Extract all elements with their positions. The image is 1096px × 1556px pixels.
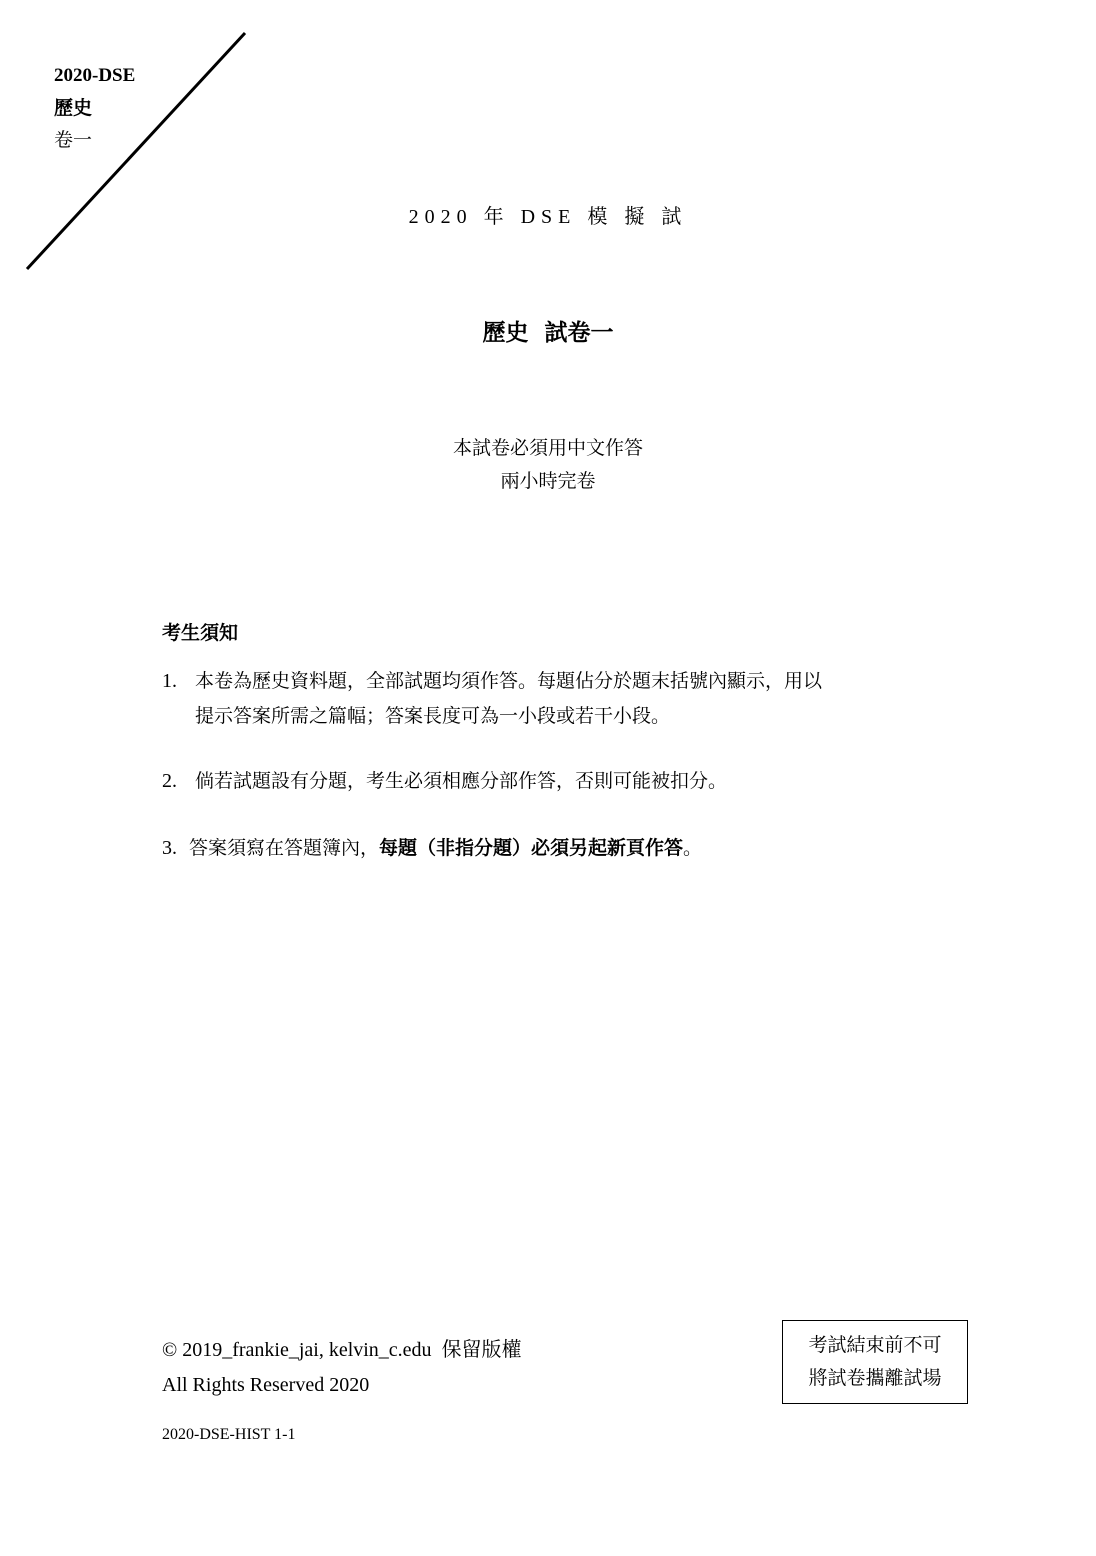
copyright-block xyxy=(162,1333,522,1403)
paper-code: 2020-DSE-HIST 1-1 xyxy=(162,1426,296,1443)
exam-warning-box xyxy=(782,1320,968,1404)
exam-code: 2020-DSE xyxy=(54,65,136,86)
instructions-heading: 考生須知 xyxy=(162,622,239,644)
corner-exam-label xyxy=(54,60,135,156)
item-text: 倘若試題設有分題，考生必須相應分部作答，否則可能被扣分。 xyxy=(195,770,728,792)
language-note-line: 本試卷必須用中文作答 xyxy=(452,437,643,459)
rights-reserved-line: All Rights Reserved 2020 xyxy=(162,1374,370,1396)
item-text-plain: 答案須寫在答題簿內， xyxy=(189,837,380,859)
item-number: 1. xyxy=(162,670,177,692)
paper-label: 卷一 xyxy=(54,129,93,151)
language-note xyxy=(0,432,1096,498)
item-text-emphasis: 每題（非指分題）必須另起新頁作答 xyxy=(379,837,684,859)
item-text xyxy=(195,664,955,734)
instruction-item-1 xyxy=(162,664,955,734)
item-number: 2. xyxy=(162,770,177,792)
item-text-end: 。 xyxy=(683,837,703,859)
warning-line: 將試卷攜離試場 xyxy=(808,1367,942,1389)
item-line: 提示答案所需之篇幅；答案長度可為一小段或若干小段。 xyxy=(195,705,671,727)
instruction-item-2 xyxy=(162,764,955,799)
item-number: 3. xyxy=(162,837,177,859)
item-text xyxy=(189,831,949,866)
subject-label: 歷史 xyxy=(54,97,93,119)
instruction-item-3 xyxy=(162,831,949,866)
mock-exam-title: 2020 年 DSE 模 擬 試 xyxy=(408,206,688,228)
warning-line: 考試結束前不可 xyxy=(808,1334,942,1356)
duration-note-line: 兩小時完卷 xyxy=(500,470,596,492)
paper-title: 歷史 試卷一 xyxy=(482,320,614,346)
copyright-line: © 2019_frankie_jai, kelvin_c.edu 保留版權 xyxy=(162,1339,522,1361)
item-line: 本卷為歷史資料題，全部試題均須作答。每題佔分於題末括號內顯示，用以 xyxy=(195,670,823,692)
